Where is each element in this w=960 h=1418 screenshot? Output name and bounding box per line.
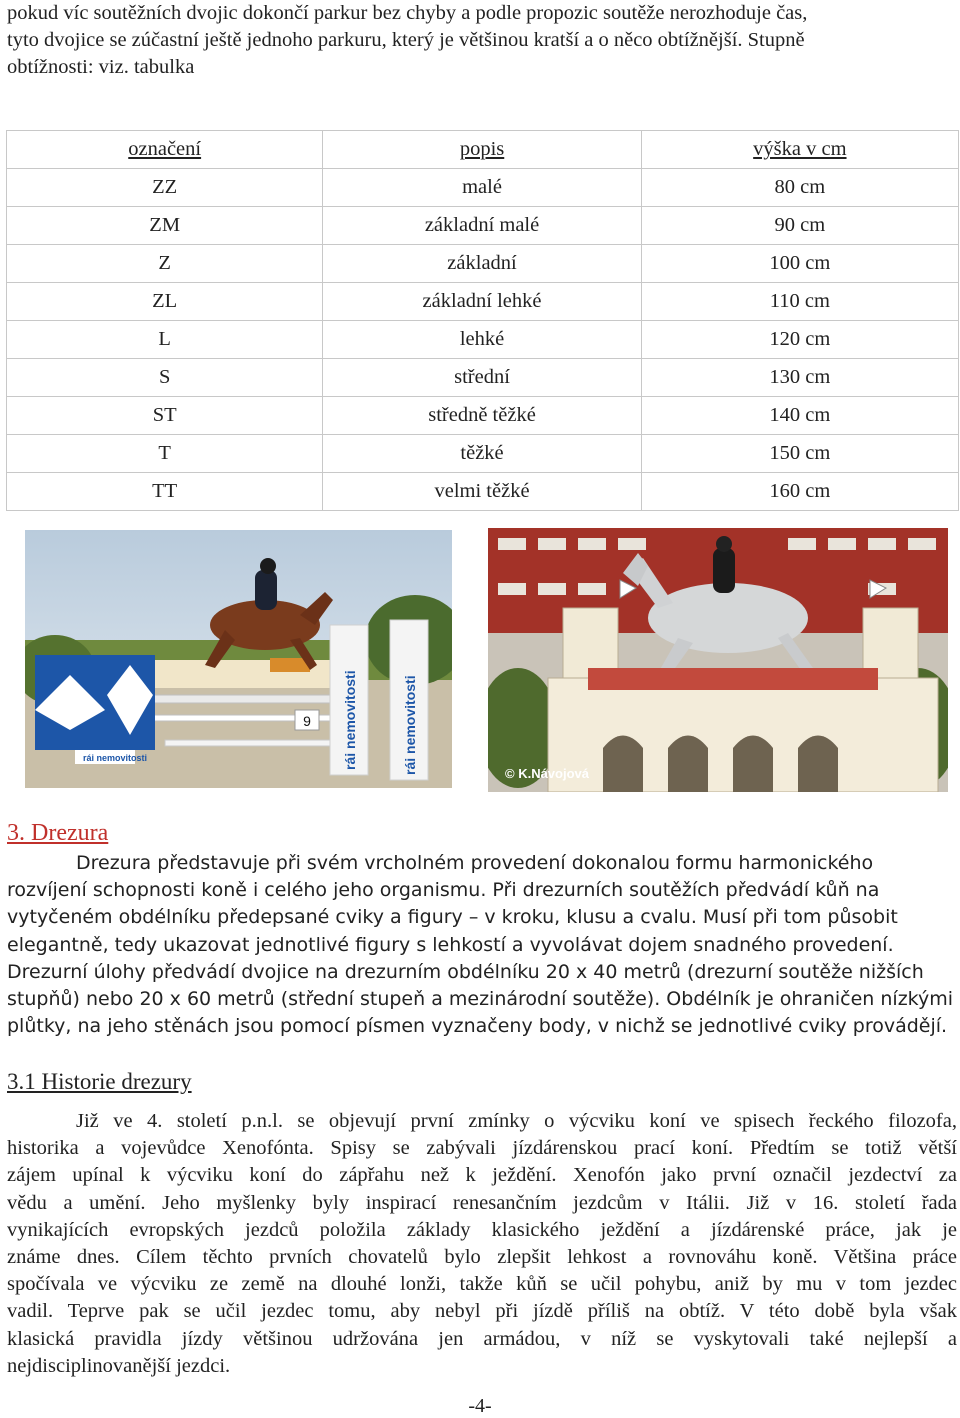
table-row	[7, 321, 959, 359]
paragraph-line: klasická pravidla jízdy většinou udržována jen armádou, v níž se vyskytovali také nejlepší a	[7, 1327, 957, 1350]
table-row	[7, 283, 959, 321]
showjumping-photo-left	[25, 530, 452, 788]
table-cell: 160 cm	[641, 473, 958, 511]
column-header: označení	[7, 131, 323, 169]
paragraph-line: nejdisciplinovanější jezdci.	[7, 1354, 231, 1377]
table-cell: ZM	[7, 207, 323, 245]
table-row	[7, 207, 959, 245]
castle-fence-illustration	[488, 528, 948, 792]
banner-text-3: rái nemovitosti	[83, 753, 148, 763]
table-row	[7, 169, 959, 207]
table-cell: 140 cm	[641, 397, 958, 435]
paragraph-line: vědu a umění. Jeho myšlenky byly inspirací renesančním jezdcům v Itálii. Již v 16. století řada	[7, 1191, 957, 1214]
table-cell: 130 cm	[641, 359, 958, 397]
intro-line: obtížnosti: viz. tabulka	[7, 56, 195, 78]
paragraph-line: známe dnes. Cílem těchto prvních chovatelů bylo zlepšit lehkost a rovnováhu koně. Většina práce	[7, 1246, 957, 1269]
table-cell: L	[7, 321, 323, 359]
paragraph-line: stupňů) nebo 20 x 60 metrů (střední stupeň a mezinárodní soutěže). Obdélník je ohraničen nízkými	[7, 988, 954, 1011]
table-cell: 80 cm	[641, 169, 958, 207]
intro-line: tyto dvojice se zúčastní ještě jednoho parkuru, který je většinou kratší a o něco obtížnější. Stupně	[7, 29, 805, 51]
paragraph-line: spočívala ve výcviku ze země na dlouhé lonži, takže kůň se učil pohybu, aniž by mu v tom jezdec	[7, 1273, 957, 1296]
table-cell: Z	[7, 245, 323, 283]
intro-line: pokud víc soutěžních dvojic dokončí parkur bez chyby a podle propozic soutěže nerozhoduje čas,	[7, 2, 808, 24]
difficulty-grades-table	[6, 130, 959, 511]
showjumping-illustration	[25, 530, 452, 788]
table-cell: 120 cm	[641, 321, 958, 359]
table-cell: lehké	[323, 321, 641, 359]
paragraph-line: vadil. Teprve pak se učil jezdec tomu, aby nebyl při jízdě příliš na obtíž. V této době byla však	[7, 1300, 957, 1323]
paragraph-line: zájem upínal k výcviku koní do zápřahu než k ježdění. Xenofón jako první označil jezdectví za	[7, 1164, 957, 1187]
table-cell: střední	[323, 359, 641, 397]
fence-number: 9	[303, 713, 311, 729]
paragraph-line: Již ve 4. století p.n.l. se objevují první zmínky o výcviku koní ve spisech řeckého filozofa,	[76, 1110, 957, 1132]
table-row	[7, 245, 959, 283]
table-header-row	[7, 131, 959, 169]
paragraph-line: vynikajících evropských jezdců položila základy klasického ježdění a jízdárenské práce, jak je	[7, 1218, 957, 1241]
table-row	[7, 397, 959, 435]
table-cell: základní lehké	[323, 283, 641, 321]
table-cell: 110 cm	[641, 283, 958, 321]
paragraph-line: Drezurní úlohy předvádí dvojice na drezurním obdélníku 20 x 40 metrů (drezurní soutěže nižších	[7, 960, 924, 983]
table-row	[7, 473, 959, 511]
table-cell: středně těžké	[323, 397, 641, 435]
table-cell: ST	[7, 397, 323, 435]
paragraph-line: Drezura představuje při svém vrcholném provedení dokonalou formu harmonického	[76, 852, 874, 874]
table-row	[7, 435, 959, 473]
table-cell: 90 cm	[641, 207, 958, 245]
table-cell: těžké	[323, 435, 641, 473]
paragraph-line: elegantně, tedy ukazovat jednotlivé figury s lehkostí a vyvolávat dojem snadného provedení.	[7, 933, 894, 956]
table-cell: T	[7, 435, 323, 473]
paragraph-line: historika a vojevůdce Xenofónta. Spisy se zabývali jízdárenskou prací koní. Předtím se totiž větší	[7, 1137, 957, 1160]
table-row	[7, 359, 959, 397]
table-cell: ZL	[7, 283, 323, 321]
table-cell: velmi těžké	[323, 473, 641, 511]
paragraph-line: plůtky, na jeho stěnách jsou pomocí písmen vyznačeny body, v nichž se jednotlivé cviky provádějí.	[7, 1015, 948, 1038]
banner-text-2: rái nemovitosti	[402, 675, 418, 775]
section-heading-history: 3.1 Historie drezury	[7, 1069, 192, 1094]
table-cell: 100 cm	[641, 245, 958, 283]
showjumping-photo-right	[488, 528, 948, 792]
photo-credit: © K.Návojová	[505, 766, 589, 781]
column-header: výška v cm	[641, 131, 958, 169]
table-cell: ZZ	[7, 169, 323, 207]
table-cell: 150 cm	[641, 435, 958, 473]
table-cell: S	[7, 359, 323, 397]
page-number: -4-	[468, 1395, 492, 1417]
table-cell: základní malé	[323, 207, 641, 245]
banner-text-1: rái nemovitosti	[342, 670, 358, 770]
history-paragraph	[7, 1108, 957, 1380]
section-heading-dressage: 3. Drezura	[7, 820, 109, 846]
intro-paragraph	[7, 0, 957, 81]
table-cell: TT	[7, 473, 323, 511]
column-header: popis	[323, 131, 641, 169]
table-cell: malé	[323, 169, 641, 207]
paragraph-line: vytyčeném obdélníku předepsané cviky a figury – v kroku, klusu a cvalu. Musí při tom působit	[7, 906, 898, 929]
dressage-paragraph	[7, 850, 957, 1040]
paragraph-line: rozvíjení schopnosti koně i celého jeho organismu. Při drezurních soutěžích předvádí kůň na	[7, 879, 880, 902]
table-cell: základní	[323, 245, 641, 283]
